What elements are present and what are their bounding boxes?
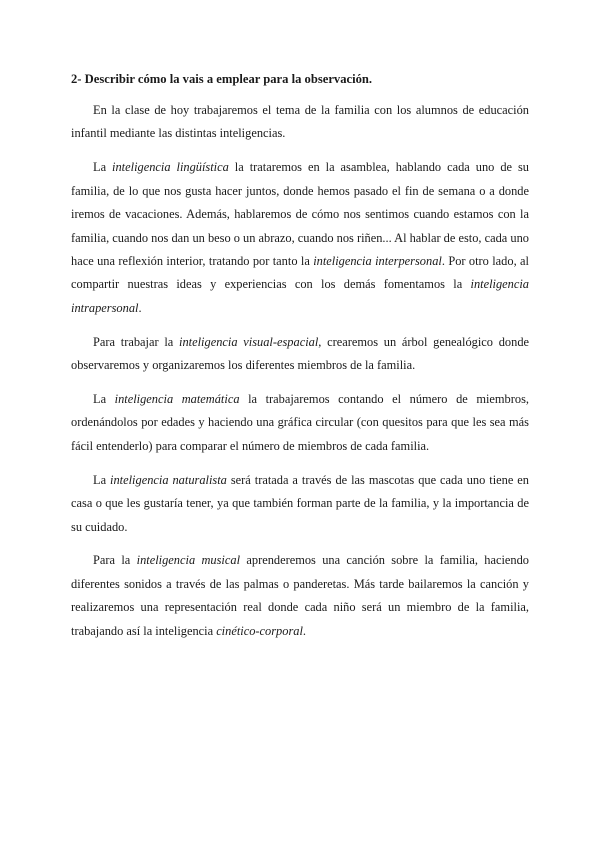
text-segment: aprenderemos una canción sobre la familia, haciendo diferentes sonidos a través de las palmas o panderetas. Más tarde bailaremos la canción y realizaremos una representación real donde cada niño será un miembro de la familia, trabajando así la inteligencia <box>71 553 529 638</box>
italic-term: inteligencia naturalista <box>110 472 227 487</box>
text-segment: Para trabajar la <box>93 334 180 349</box>
italic-term: inteligencia matemática <box>114 391 240 406</box>
text-segment: la trabajaremos contando el número de miembros, ordenándolos por edades y haciendo una gráfica circular (con quesitos para que les sea más fácil entenderlo) para comparar el número de miembros de cada familia. <box>71 391 529 453</box>
paragraph-matematica <box>71 388 529 458</box>
paragraph-visual-espacial <box>71 331 529 378</box>
paragraph-musical <box>71 549 529 643</box>
paragraph-intro <box>71 99 529 146</box>
text-segment: , crearemos un árbol genealógico donde observaremos y organizaremos los diferentes miembros de la familia. <box>71 334 530 373</box>
italic-term: inteligencia lingüística <box>112 160 229 175</box>
paragraph-naturalista <box>71 469 529 539</box>
text-segment: . <box>138 300 142 315</box>
text-segment: . <box>302 623 307 638</box>
text-segment: . Por otro lado, al compartir nuestras ideas y experiencias con los demás fomentamos la <box>71 253 529 292</box>
text-segment: Para la <box>93 553 137 568</box>
italic-term: inteligencia intrapersonal <box>71 277 529 315</box>
italic-term: cinético-corporal <box>216 623 303 638</box>
paragraph-linguistica <box>71 156 529 320</box>
italic-term: inteligencia musical <box>136 553 241 568</box>
paragraph-intro-text: En la clase de hoy trabajaremos el tema de la familia con los alumnos de educación infantil mediante las distintas inteligencias. <box>71 103 529 141</box>
italic-term: inteligencia interpersonal <box>313 253 442 268</box>
text-segment: La <box>93 472 111 487</box>
document-page <box>71 62 529 654</box>
text-segment: La <box>93 160 113 175</box>
section-heading: 2- Describir cómo la vais a emplear para la observación. <box>71 72 373 86</box>
text-segment: la trataremos en la asamblea, hablando cada uno de su familia, de lo que nos gusta hacer juntos, donde hemos pasado el fin de semana o a donde iremos de vacaciones. Además, hablaremos de cómo nos sentimos cuando estamos con la familia, cuando nos dan un beso o un abrazo, cuando nos riñen... Al hablar de esto, cada uno hace una reflexión interior, tratando por tanto la <box>71 160 530 268</box>
text-segment: será tratada a través de las mascotas que cada uno tiene en casa o que les gustaría tener, ya que también forman parte de la familia, y la importancia de su cuidado. <box>71 472 530 534</box>
text-segment: La <box>93 391 115 406</box>
italic-term: inteligencia visual-espacial <box>179 334 319 349</box>
